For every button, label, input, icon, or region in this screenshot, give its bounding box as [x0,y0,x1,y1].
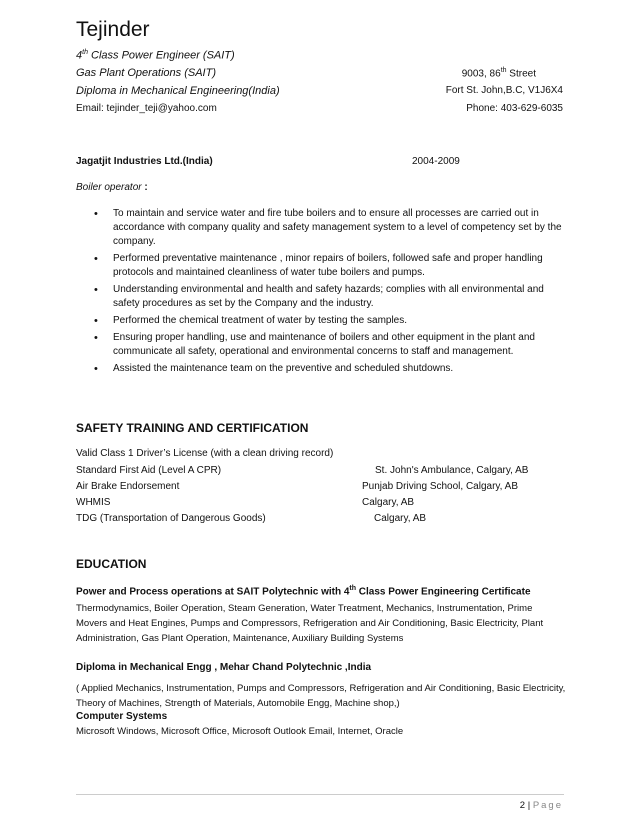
diploma-courses: ( Applied Mechanics, Instrumentation, Pumps and Compressors, Refrigeration and Air Conditioning, Basic Electricity, Theory of Machines, Strength of Materials, Automobile Engg, Machine shop,) [76,683,566,709]
education-section-title: EDUCATION [76,557,147,571]
email-address: Email: tejinder_teji@yahoo.com [76,103,217,114]
diploma-heading: Diploma in Mechanical Engg , Mehar Chand Polytechnic ,India [76,662,372,673]
cert-location: St. John's Ambulance, Calgary, AB [375,465,529,476]
header-line-credential: 4th Class Power Engineer (SAIT) [76,49,235,62]
job-role: Boiler operator : [76,182,148,193]
job-dates: 2004-2009 [412,156,460,167]
duty-item: • Performed the chemical treatment of water by testing the samples. [94,314,564,328]
duties-list [94,207,564,379]
duty-item: • Ensuring proper handling, use and maintenance of boilers and other equipment in the plant and communicate all safety, operational and environmental concerns to staff and management. [94,331,564,359]
page-separator: | [527,800,531,811]
cert-name: WHMIS [76,497,111,508]
computer-systems-list: Microsoft Windows, Microsoft Office, Microsoft Outlook Email, Internet, Oracle [76,726,404,737]
page-number: 2 [519,800,526,811]
cert-location: Punjab Driving School, Calgary, AB [362,481,519,492]
duty-item: • Understanding environmental and health and safety hazards; complies with all environmental and safety procedures as set by the Company and the industry. [94,283,564,311]
sait-program-heading: Power and Process operations at SAIT Polytechnic with 4th Class Power Engineering Certificate [76,585,531,598]
duty-item: • To maintain and service water and fire tube boilers and to ensure all processes are carried out in accordance with company quality and safety management system to a level of competency set by the company. [94,207,564,249]
street-address: 9003, 86th Street [461,67,536,80]
sait-program-courses: Thermodynamics, Boiler Operation, Steam Generation, Water Treatment, Mechanics, Instrumentation, Prime Movers and Heat Engines, Pumps and Compressors, Refrigeration and Air Conditioning, Basic Electricity, Plant Administration, Gas Plant Operation, Maintenance, Auxiliary Building Systems [76,603,544,644]
duty-item: • Performed preventative maintenance , minor repairs of boilers, followed safe and proper handling protocols and maintained cleanliness of water tube boilers and pumps. [94,252,564,280]
header-line-gas-plant: Gas Plant Operations (SAIT) [76,67,216,79]
cert-location: Calgary, AB [374,513,427,524]
cert-location: Calgary, AB [362,497,415,508]
page-footer [520,800,563,811]
job-company: Jagatjit Industries Ltd.(India) [76,156,213,167]
header-line-diploma: Diploma in Mechanical Engineering(India) [76,85,280,97]
cert-name: Valid Class 1 Driver’s License (with a clean driving record) [76,448,334,459]
duty-item: • Assisted the maintenance team on the preventive and scheduled shutdowns. [94,362,564,376]
page-label: Page [532,800,563,811]
phone-number: Phone: 403-629-6035 [466,103,563,114]
city-address: Fort St. John,B.C, V1J6X4 [445,85,563,96]
footer-divider [76,794,564,795]
safety-section-title: SAFETY TRAINING AND CERTIFICATION [76,421,309,435]
cert-name: Standard First Aid (Level A CPR) [76,465,222,476]
computer-systems-heading: Computer Systems [76,711,168,722]
candidate-name: Tejinder [76,18,150,41]
cert-name: TDG (Transportation of Dangerous Goods) [76,513,266,524]
cert-name: Air Brake Endorsement [76,481,180,492]
